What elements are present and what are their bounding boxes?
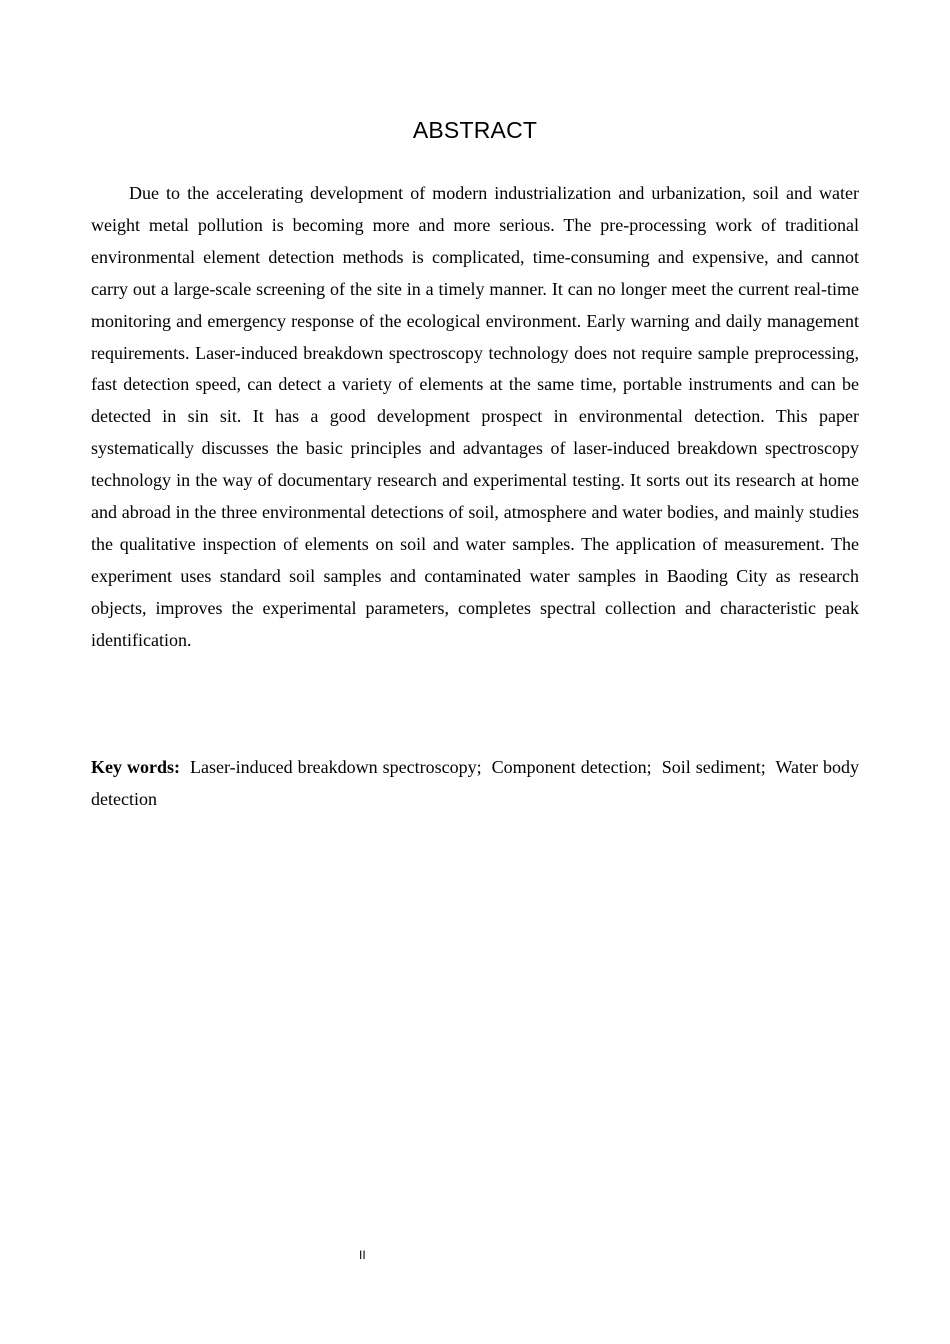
page-title: ABSTRACT (412, 117, 538, 143)
keywords-text: Laser-induced breakdown spectroscopy; Component detection; Soil sediment; Water body detection (91, 757, 864, 809)
keywords-line (91, 752, 864, 816)
page-number: II (359, 1248, 366, 1262)
abstract-paragraph: Due to the accelerating development of modern industrialization and urbanization, soil and water weight metal pollution is becoming more and more serious. The pre-processing work of traditional environmental element detection methods is complicated, time-consuming and expensive, and cannot carry out a large-scale screening of the site in a timely manner. It can no longer meet the current real-time monitoring and emergency response of the ecological environment. Early warning and daily management requirements. Laser-induced breakdown spectroscopy technology does not require sample preprocessing, fast detection speed, can detect a variety of elements at the same time, portable instruments and can be detected in sin sit. It has a good development prospect in environmental detection. This paper systematically discusses the basic principles and advantages of laser-induced breakdown spectroscopy technology in the way of documentary research and experimental testing. It sorts out its research at home and abroad in the three environmental detections of soil, atmosphere and water bodies, and mainly studies the qualitative inspection of elements on soil and water samples. The application of measurement. The experiment uses standard soil samples and contaminated water samples in Baoding City as research objects, improves the experimental parameters, completes spectral collection and characteristic peak identification. (91, 183, 859, 650)
keywords-label: Key words: (91, 757, 181, 777)
